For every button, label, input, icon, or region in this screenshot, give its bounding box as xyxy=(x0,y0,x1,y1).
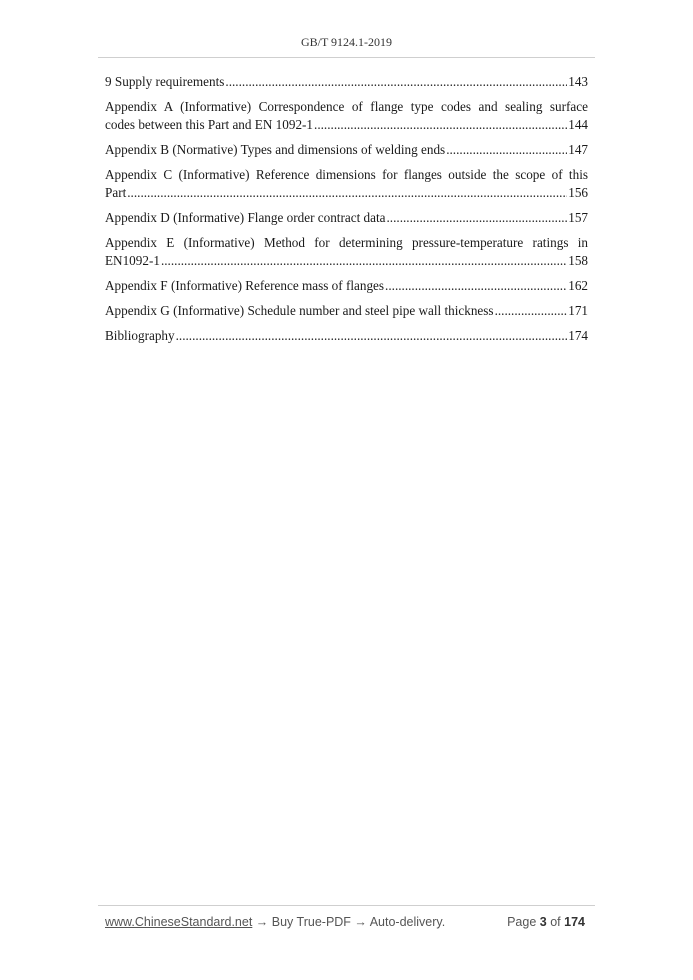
toc-page-number: 156 xyxy=(568,185,588,200)
toc-entry-title-line2: codes between this Part and EN 1092-1 xyxy=(105,117,314,132)
page-footer xyxy=(105,915,585,929)
toc-entry-bibliography[interactable] xyxy=(105,327,588,345)
dot-leader xyxy=(385,277,567,295)
toc-entry-title-line1: Appendix A (Informative) Correspondence of flange type codes and sealing surface xyxy=(105,99,588,114)
toc-entry-title: Appendix D (Informative) Flange order contract data xyxy=(105,210,386,225)
dot-leader xyxy=(446,141,567,159)
toc-page-number: 157 xyxy=(568,210,588,225)
promo-text: → Buy True-PDF → Auto-delivery. xyxy=(252,915,446,929)
toc-page-number: 143 xyxy=(568,74,588,89)
site-link[interactable]: www.ChineseStandard.net xyxy=(105,915,253,929)
dot-leader xyxy=(314,116,567,134)
toc-entry-title-line2: Part xyxy=(105,185,127,200)
dot-leader xyxy=(495,302,568,320)
toc-entry-title-line2: EN1092-1 xyxy=(105,253,160,268)
toc-entry-appendix-f[interactable] xyxy=(105,277,588,295)
total-page-count: 174 xyxy=(564,915,585,929)
toc-page-number: 158 xyxy=(568,253,588,268)
page-indicator xyxy=(507,915,585,929)
toc-entry-title: 9 Supply requirements xyxy=(105,74,225,89)
dot-leader xyxy=(127,184,567,202)
toc-entry-title-line1: Appendix E (Informative) Method for determining pressure-temperature ratings in xyxy=(105,235,588,250)
toc-page-number: 174 xyxy=(568,328,588,343)
toc-page-number: 171 xyxy=(568,303,588,318)
page-word: Page xyxy=(507,915,537,929)
toc-page-number: 147 xyxy=(568,142,588,157)
toc-page-number: 144 xyxy=(568,117,588,132)
toc-entry-title: Appendix F (Informative) Reference mass of flanges xyxy=(105,278,385,293)
running-header: GB/T 9124.1-2019 xyxy=(300,35,393,49)
toc-entry-appendix-e[interactable] xyxy=(105,234,588,270)
toc-entry-title: Appendix B (Normative) Types and dimensions of welding ends xyxy=(105,142,446,157)
current-page-number: 3 xyxy=(539,915,547,929)
toc-entry-title: Appendix G (Informative) Schedule number and steel pipe wall thickness xyxy=(105,303,494,318)
dot-leader xyxy=(161,252,567,270)
footer-divider xyxy=(98,905,595,906)
toc-entry-appendix-g[interactable] xyxy=(105,302,588,320)
dot-leader xyxy=(387,209,568,227)
toc-entry-appendix-b[interactable] xyxy=(105,141,588,159)
page-of-word: of xyxy=(550,915,561,929)
dot-leader xyxy=(176,327,568,345)
header-divider xyxy=(98,57,595,58)
table-of-contents xyxy=(105,73,588,352)
dot-leader xyxy=(225,73,567,91)
toc-entry-title: Bibliography xyxy=(105,328,175,343)
toc-entry-appendix-a[interactable] xyxy=(105,98,588,134)
toc-entry-appendix-c[interactable] xyxy=(105,166,588,202)
toc-entry-appendix-d[interactable] xyxy=(105,209,588,227)
toc-entry-supply-requirements[interactable] xyxy=(105,73,588,91)
toc-entry-title-line1: Appendix C (Informative) Reference dimensions for flanges outside the scope of this xyxy=(105,167,588,182)
toc-page-number: 162 xyxy=(568,278,588,293)
